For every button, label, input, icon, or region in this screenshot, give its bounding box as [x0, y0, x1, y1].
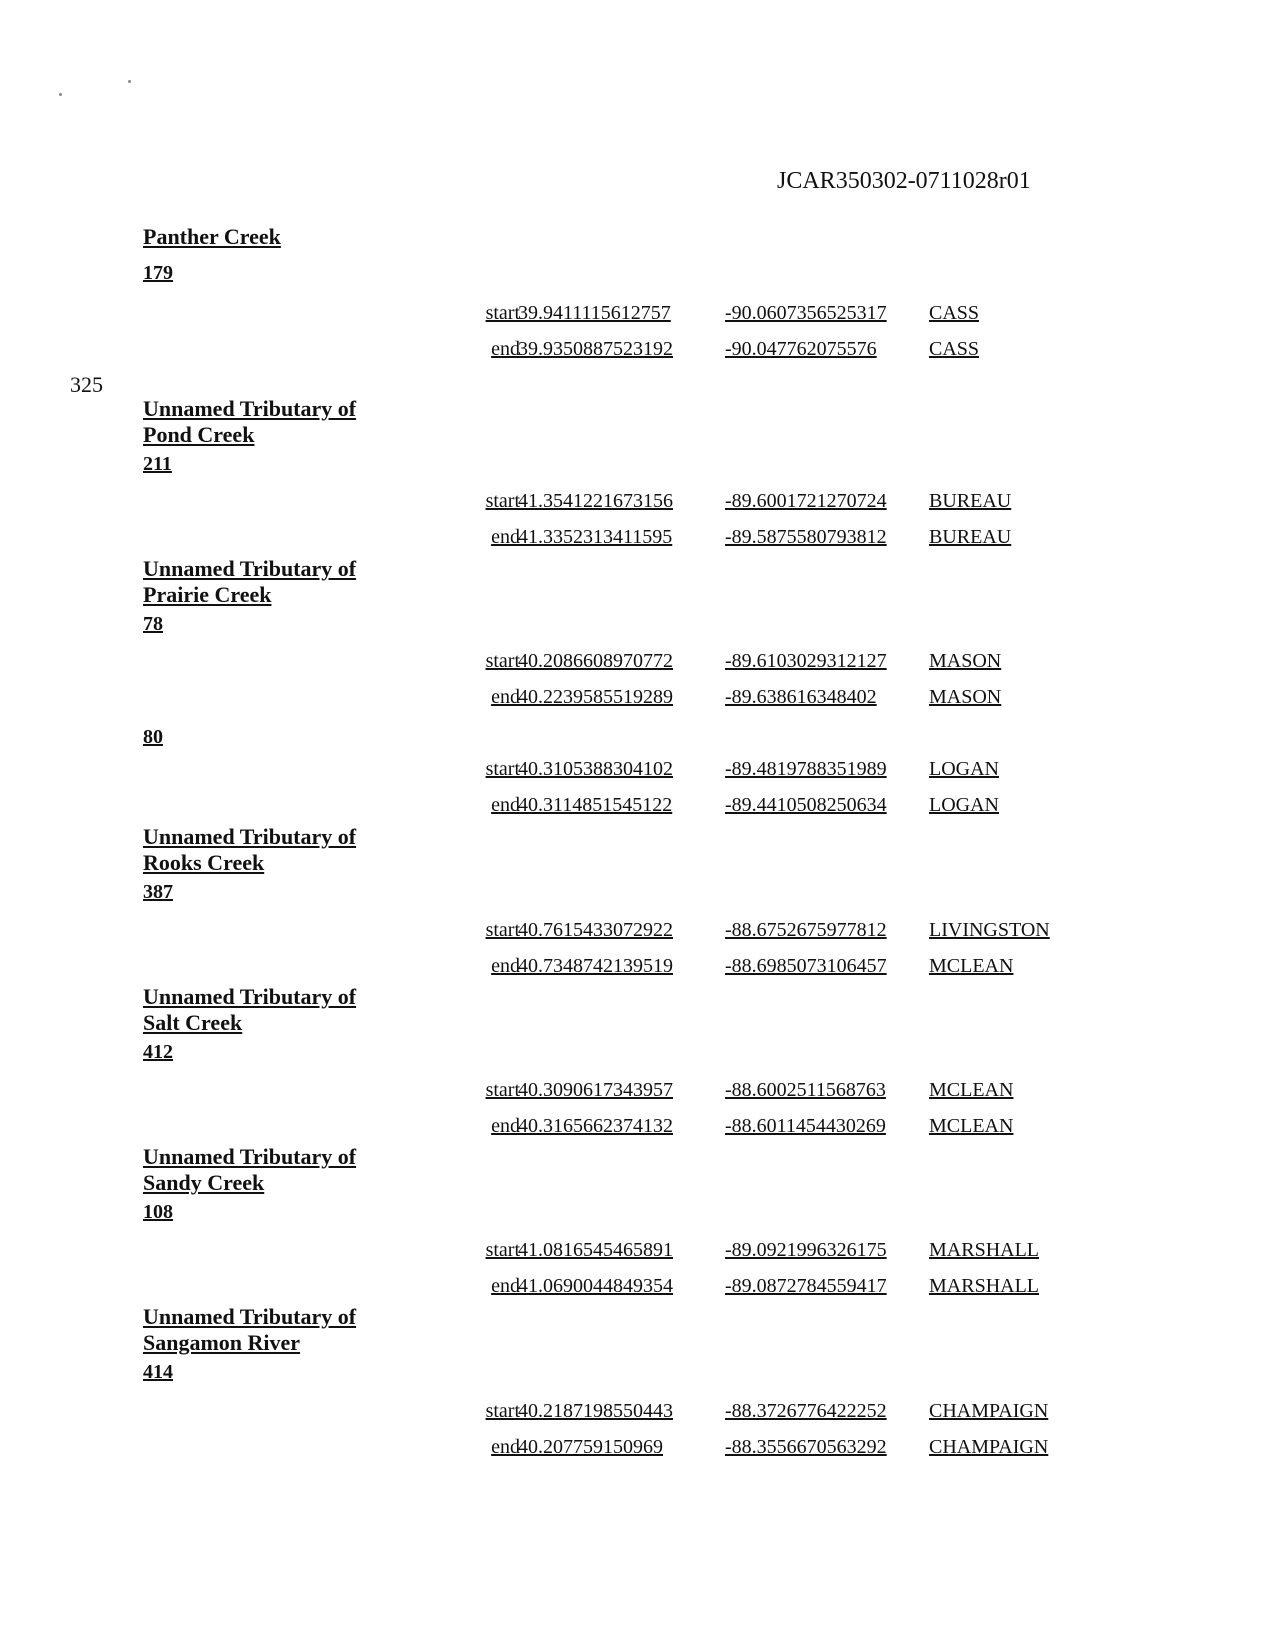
point-position: end	[491, 955, 520, 977]
longitude: -89.5875580793812	[725, 526, 887, 548]
stream-header	[143, 224, 443, 285]
segment-id: 78	[143, 613, 163, 635]
point-position: start	[485, 1079, 520, 1101]
longitude: -89.638616348402	[725, 686, 877, 708]
longitude: -88.6002511568763	[725, 1079, 886, 1101]
segment-id: 80	[143, 726, 163, 748]
stream-header	[143, 396, 443, 476]
point-position: start	[485, 919, 520, 941]
county: MASON	[929, 650, 1002, 672]
latitude: 39.9350887523192	[518, 338, 673, 360]
latitude: 41.0690044849354	[518, 1275, 673, 1297]
latitude: 40.207759150969	[518, 1436, 663, 1458]
county: CHAMPAIGN	[929, 1436, 1049, 1458]
point-position: start	[485, 302, 520, 324]
latitude: 40.3165662374132	[518, 1115, 673, 1137]
county: MARSHALL	[929, 1239, 1040, 1261]
latitude: 40.2086608970772	[518, 650, 673, 672]
point-position: end	[491, 1275, 520, 1297]
latitude: 40.3090617343957	[518, 1079, 673, 1101]
county: BUREAU	[929, 490, 1012, 512]
stream-header	[143, 1144, 443, 1224]
segment-id: 412	[143, 1041, 173, 1063]
point-position: end	[491, 338, 520, 360]
longitude: -89.4410508250634	[725, 794, 887, 816]
latitude: 41.3352313411595	[518, 526, 673, 548]
longitude: -89.6001721270724	[725, 490, 887, 512]
point-position: end	[491, 794, 520, 816]
longitude: -90.0607356525317	[725, 302, 887, 324]
county: LOGAN	[929, 758, 999, 780]
latitude: 40.2239585519289	[518, 686, 673, 708]
segment-id: 179	[143, 262, 173, 284]
latitude: 40.3114851545122	[518, 794, 673, 816]
document-id: JCAR350302-0711028r01	[777, 168, 1031, 194]
point-position: end	[491, 686, 520, 708]
point-position: end	[491, 1436, 520, 1458]
point-position: end	[491, 526, 520, 548]
stream-name: Panther Creek	[143, 224, 281, 249]
county: MCLEAN	[929, 1115, 1014, 1137]
segment-id: 108	[143, 1201, 173, 1223]
segment-id: 414	[143, 1361, 173, 1383]
stream-header	[143, 1304, 443, 1384]
county: MCLEAN	[929, 1079, 1014, 1101]
county: LOGAN	[929, 794, 999, 816]
stream-header	[143, 824, 443, 904]
county: BUREAU	[929, 526, 1012, 548]
latitude: 41.3541221673156	[518, 490, 673, 512]
county: MARSHALL	[929, 1275, 1040, 1297]
county: CASS	[929, 338, 980, 360]
latitude: 39.9411115612757	[518, 302, 671, 324]
longitude: -89.6103029312127	[725, 650, 887, 672]
longitude: -90.047762075576	[725, 338, 877, 360]
county: MASON	[929, 686, 1002, 708]
longitude: -89.4819788351989	[725, 758, 887, 780]
county: LIVINGSTON	[929, 919, 1050, 941]
stream-name: Unnamed Tributary of Sangamon River	[143, 1304, 357, 1355]
county: CHAMPAIGN	[929, 1400, 1049, 1422]
county: CASS	[929, 302, 980, 324]
stream-header	[143, 556, 443, 636]
point-position: start	[485, 650, 520, 672]
stream-name: Unnamed Tributary of Sandy Creek	[143, 1144, 357, 1195]
point-position: end	[491, 1115, 520, 1137]
longitude: -89.0921996326175	[725, 1239, 887, 1261]
longitude: -88.6011454430269	[725, 1115, 886, 1137]
stream-name: Unnamed Tributary of Rooks Creek	[143, 824, 357, 875]
point-position: start	[485, 490, 520, 512]
latitude: 40.3105388304102	[518, 758, 673, 780]
latitude: 40.2187198550443	[518, 1400, 673, 1422]
longitude: -89.0872784559417	[725, 1275, 887, 1297]
longitude: -88.6752675977812	[725, 919, 887, 941]
point-position: start	[485, 758, 520, 780]
stream-name: Unnamed Tributary of Salt Creek	[143, 984, 357, 1035]
stream-name: Unnamed Tributary of Prairie Creek	[143, 556, 357, 607]
longitude: -88.3726776422252	[725, 1400, 887, 1422]
stream-name: Unnamed Tributary of Pond Creek	[143, 396, 357, 447]
line-number: 325	[70, 372, 103, 397]
point-position: start	[485, 1239, 520, 1261]
segment-id: 211	[143, 453, 172, 475]
latitude: 41.0816545465891	[518, 1239, 673, 1261]
longitude: -88.3556670563292	[725, 1436, 887, 1458]
latitude: 40.7348742139519	[518, 955, 673, 977]
segment-header	[143, 726, 443, 749]
county: MCLEAN	[929, 955, 1014, 977]
segment-id: 387	[143, 881, 173, 903]
point-position: start	[485, 1400, 520, 1422]
latitude: 40.7615433072922	[518, 919, 673, 941]
stream-header	[143, 984, 443, 1064]
longitude: -88.6985073106457	[725, 955, 887, 977]
